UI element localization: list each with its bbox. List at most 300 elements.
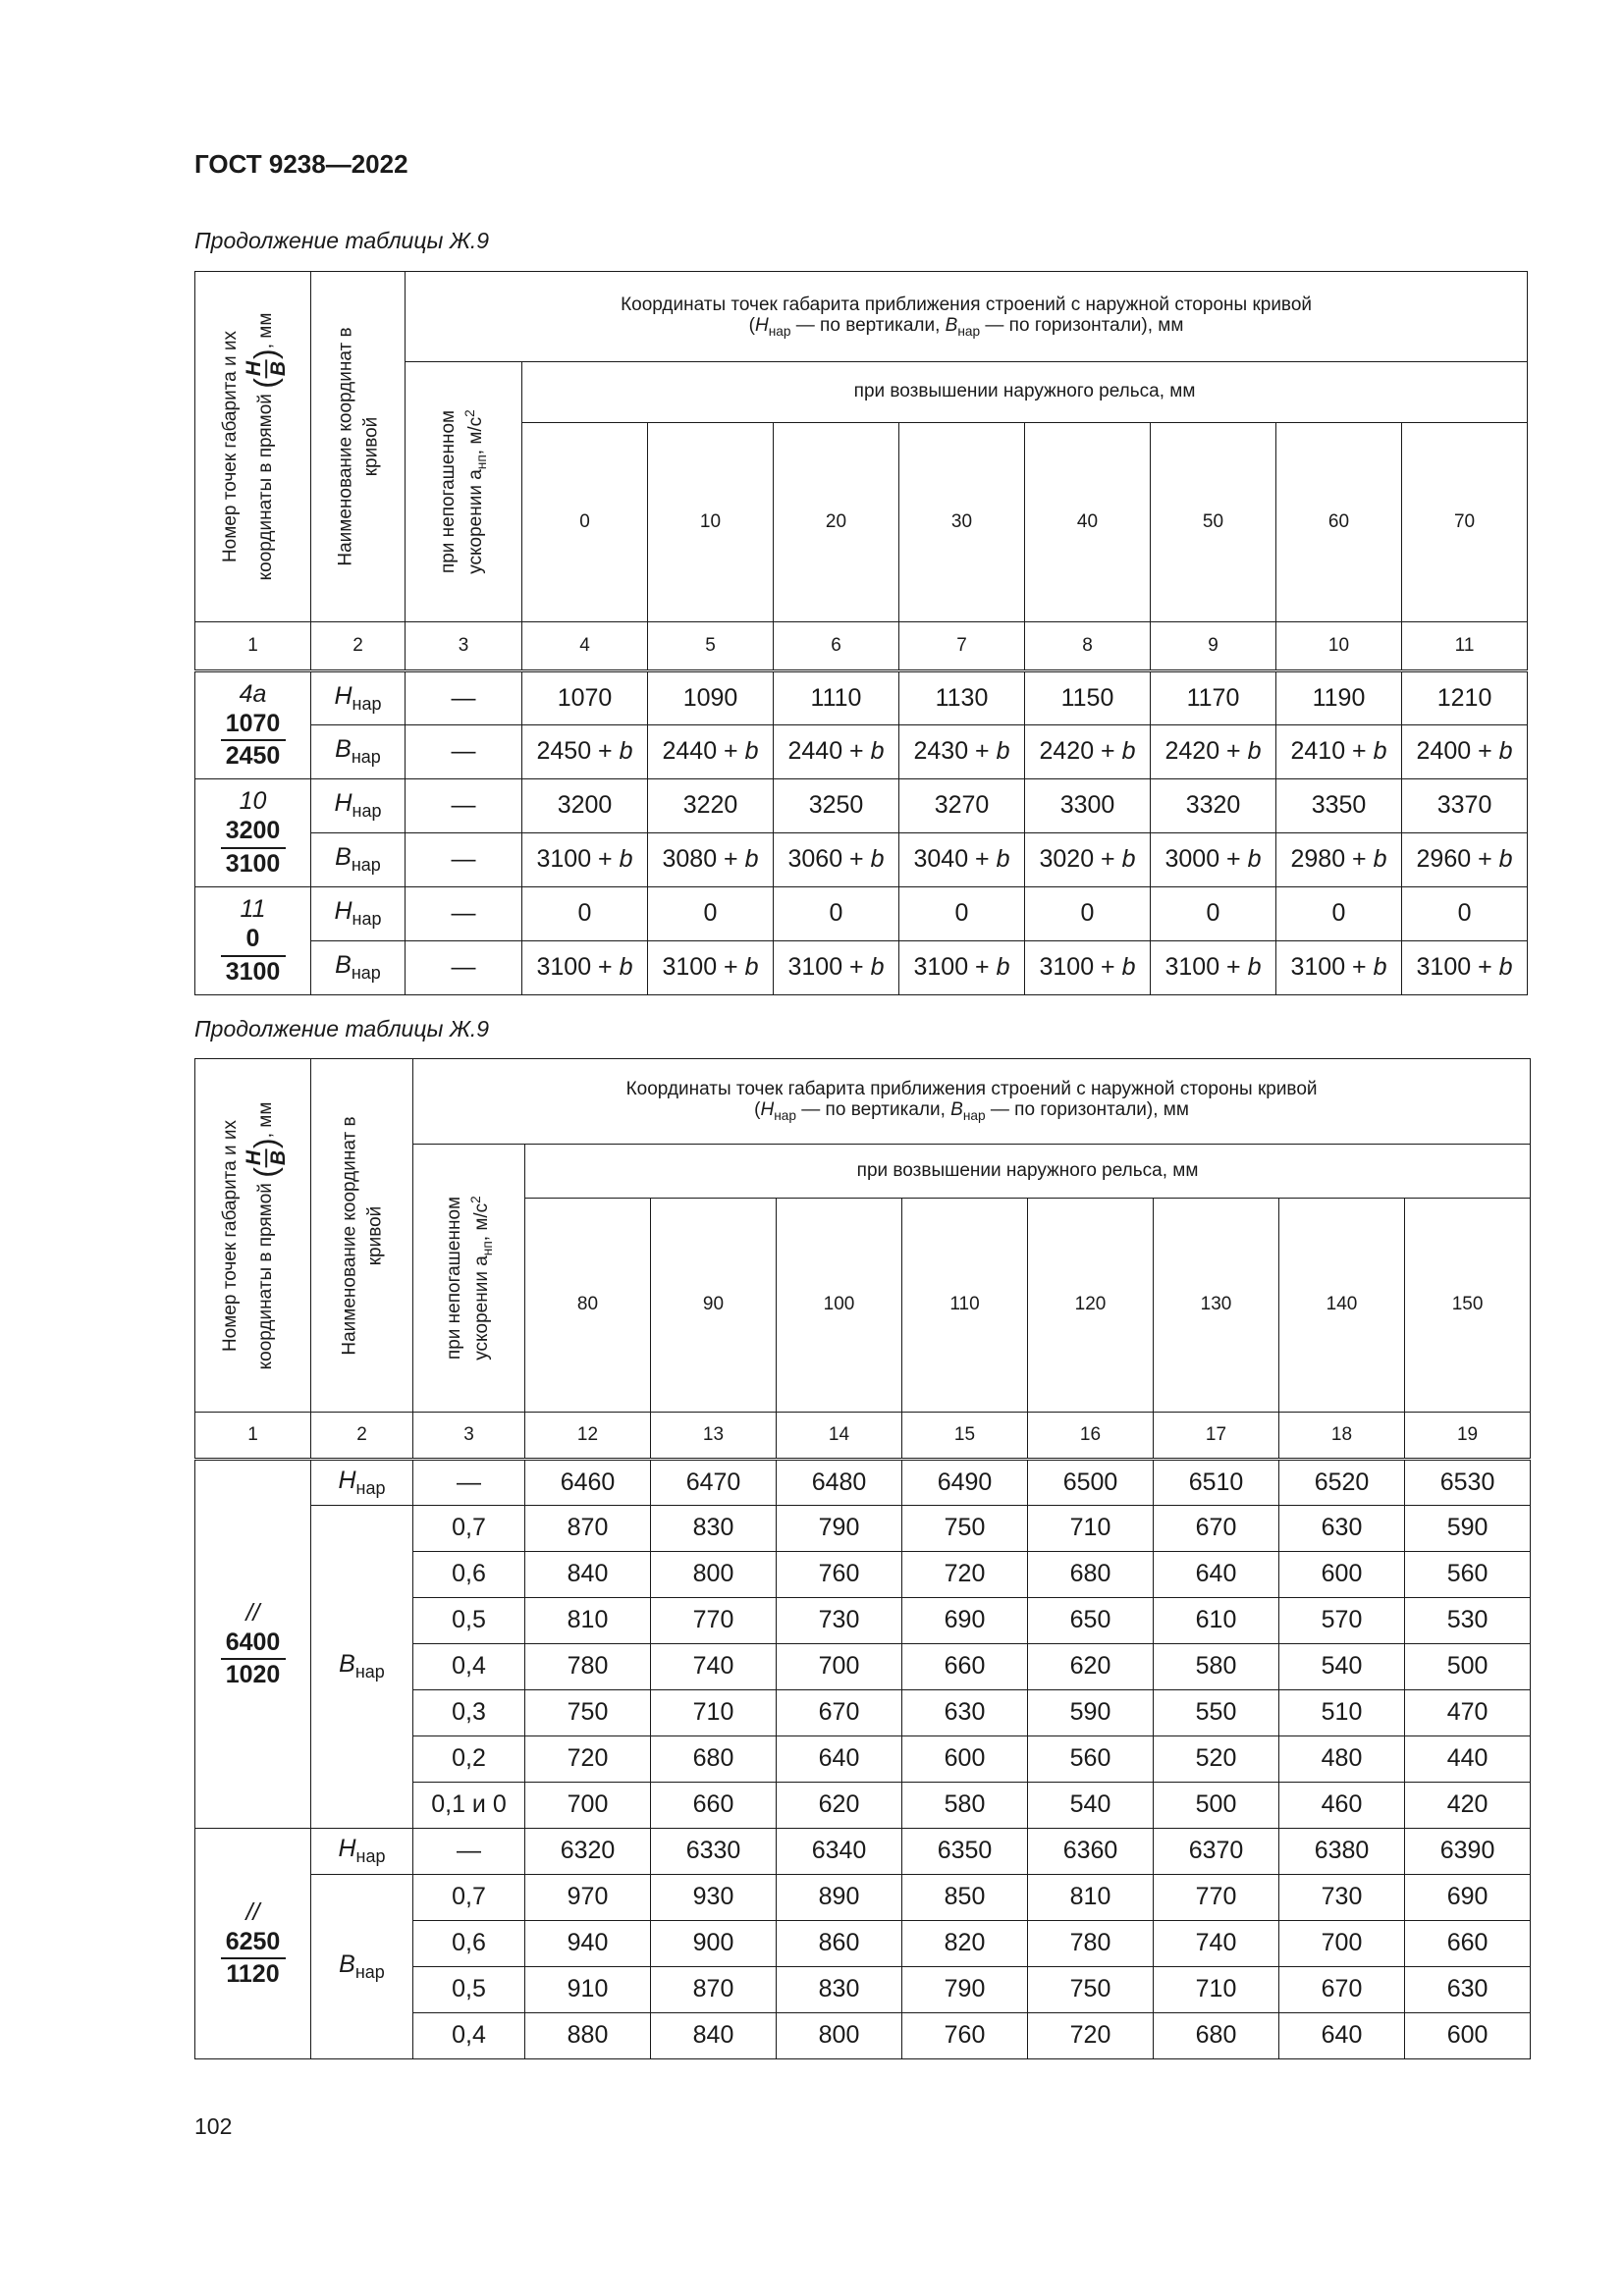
header-unit: , м/с bbox=[470, 1202, 492, 1242]
header-coord-name bbox=[311, 1059, 413, 1413]
value-cell: 820 bbox=[902, 1921, 1028, 1967]
value-cell: 2980 + b bbox=[1276, 833, 1402, 887]
value-cell: 640 bbox=[1154, 1552, 1279, 1598]
elevation-value: 20 bbox=[774, 423, 899, 622]
value-cell: 540 bbox=[1279, 1644, 1405, 1690]
nar-subscript: нар bbox=[962, 1107, 986, 1123]
value-cell: 6360 bbox=[1028, 1829, 1154, 1875]
point-label: // bbox=[245, 1598, 260, 1627]
header-text: — по вертикали, bbox=[790, 314, 946, 336]
point-b-coord: 1120 bbox=[226, 1960, 280, 1988]
value-cell: 680 bbox=[1154, 2013, 1279, 2059]
column-number: 16 bbox=[1028, 1413, 1154, 1460]
acceleration-cell: — bbox=[413, 1829, 525, 1875]
b-variable: b bbox=[1498, 845, 1513, 874]
table-1-caption: Продолжение таблицы Ж.9 bbox=[194, 228, 490, 253]
nar-subscript: нар bbox=[351, 855, 381, 876]
value-cell: 3100 + b bbox=[522, 833, 648, 887]
value-cell: 630 bbox=[1405, 1967, 1531, 2013]
value-cell: 3200 bbox=[522, 779, 648, 833]
value-cell: 810 bbox=[525, 1598, 651, 1644]
nar-subscript: нар bbox=[352, 801, 382, 822]
value-cell: 790 bbox=[902, 1967, 1028, 2013]
point-cell bbox=[195, 1829, 311, 2059]
value-cell: 3100 + b bbox=[1276, 941, 1402, 995]
value-cell: 2430 + b bbox=[899, 725, 1025, 779]
value-cell: 600 bbox=[1279, 1552, 1405, 1598]
acceleration-cell: 0,1 и 0 bbox=[413, 1783, 525, 1829]
nar-subscript: нар bbox=[352, 909, 382, 930]
column-number: 6 bbox=[774, 622, 899, 671]
value-cell: 700 bbox=[1279, 1921, 1405, 1967]
header-elevation: при возвышении наружного рельса, мм bbox=[525, 1145, 1531, 1199]
page-number: 102 bbox=[194, 2113, 233, 2139]
value-cell: 570 bbox=[1279, 1598, 1405, 1644]
header-coord-name bbox=[311, 272, 406, 622]
value-cell: 530 bbox=[1405, 1598, 1531, 1644]
value-cell: 1170 bbox=[1151, 671, 1276, 725]
b-variable: b bbox=[1373, 737, 1387, 766]
value-cell: 660 bbox=[902, 1644, 1028, 1690]
elevation-value: 110 bbox=[902, 1199, 1028, 1413]
value-cell: 720 bbox=[525, 1736, 651, 1783]
coord-name-cell bbox=[311, 1875, 413, 2059]
value-cell: 650 bbox=[1028, 1598, 1154, 1644]
point-label: 11 bbox=[240, 895, 266, 924]
point-cell bbox=[195, 887, 311, 995]
elevation-value: 150 bbox=[1405, 1199, 1531, 1413]
value-cell: 700 bbox=[777, 1644, 902, 1690]
column-number: 2 bbox=[311, 1413, 413, 1460]
value-cell: 0 bbox=[1402, 887, 1528, 941]
value-cell: 6340 bbox=[777, 1829, 902, 1875]
b-variable: b bbox=[1373, 953, 1387, 982]
column-number: 8 bbox=[1025, 622, 1151, 671]
value-cell: 3100 + b bbox=[648, 941, 774, 995]
value-cell: 720 bbox=[902, 1552, 1028, 1598]
header-unit: , м/с bbox=[464, 416, 486, 455]
value-cell: 470 bbox=[1405, 1690, 1531, 1736]
value-cell: 700 bbox=[525, 1783, 651, 1829]
value-cell: 590 bbox=[1405, 1506, 1531, 1552]
table-row bbox=[195, 779, 1528, 833]
value-cell: 3220 bbox=[648, 779, 774, 833]
value-cell: 550 bbox=[1154, 1690, 1279, 1736]
value-cell: 540 bbox=[1028, 1783, 1154, 1829]
b-variable: b bbox=[996, 737, 1010, 766]
header-text: — по вертикали, bbox=[796, 1099, 951, 1121]
value-cell: 6530 bbox=[1405, 1460, 1531, 1506]
column-number: 4 bbox=[522, 622, 648, 671]
header-text: Номер точек габарита и их bbox=[219, 1119, 241, 1352]
header-acceleration bbox=[406, 362, 522, 622]
header-acceleration bbox=[413, 1145, 525, 1413]
table-row bbox=[195, 887, 1528, 941]
acceleration-cell: 0,4 bbox=[413, 2013, 525, 2059]
column-number: 15 bbox=[902, 1413, 1028, 1460]
value-cell: 2960 + b bbox=[1402, 833, 1528, 887]
point-b-coord: 2450 bbox=[225, 742, 281, 770]
document-title: ГОСТ 9238—2022 bbox=[194, 149, 408, 179]
table-2-caption: Продолжение таблицы Ж.9 bbox=[194, 1016, 490, 1041]
coord-symbol: B bbox=[335, 843, 352, 872]
header-text: Координаты точек габарита приближения строений с наружной стороны кривой bbox=[621, 294, 1312, 315]
column-number: 3 bbox=[406, 622, 522, 671]
point-label: // bbox=[245, 1897, 260, 1926]
value-cell: 890 bbox=[777, 1875, 902, 1921]
value-cell: 910 bbox=[525, 1967, 651, 2013]
column-number: 12 bbox=[525, 1413, 651, 1460]
b-variable: b bbox=[619, 953, 633, 982]
nar-subscript: нар bbox=[354, 1961, 385, 1982]
value-cell: 6390 bbox=[1405, 1829, 1531, 1875]
h-symbol: H bbox=[755, 314, 769, 336]
acceleration-cell: — bbox=[406, 941, 522, 995]
value-cell: 440 bbox=[1405, 1736, 1531, 1783]
header-unit: , мм bbox=[254, 1101, 276, 1138]
coord-name-cell bbox=[311, 887, 406, 941]
point-h-coord: 0 bbox=[221, 924, 286, 956]
value-cell: 800 bbox=[777, 2013, 902, 2059]
point-h-coord: 1070 bbox=[221, 709, 286, 741]
table-row bbox=[195, 671, 1528, 725]
nar-subscript: нар bbox=[351, 963, 381, 984]
value-cell: 630 bbox=[902, 1690, 1028, 1736]
value-cell: 3270 bbox=[899, 779, 1025, 833]
value-cell: 3300 bbox=[1025, 779, 1151, 833]
value-cell: 1150 bbox=[1025, 671, 1151, 725]
coord-symbol: H bbox=[338, 1835, 356, 1863]
b-symbol: B bbox=[950, 1099, 963, 1121]
acceleration-cell: — bbox=[406, 833, 522, 887]
table-row bbox=[195, 1875, 1531, 1921]
b-variable: b bbox=[744, 845, 759, 874]
coord-symbol: H bbox=[334, 681, 352, 710]
table-row bbox=[195, 1829, 1531, 1875]
fraction-num: H bbox=[242, 1149, 265, 1165]
np-subscript: нп bbox=[473, 454, 489, 470]
value-cell: 560 bbox=[1028, 1736, 1154, 1783]
value-cell: 6470 bbox=[651, 1460, 777, 1506]
coord-symbol: H bbox=[334, 897, 352, 926]
value-cell: 580 bbox=[1154, 1644, 1279, 1690]
column-number: 2 bbox=[311, 622, 406, 671]
acceleration-cell: — bbox=[406, 671, 522, 725]
coord-symbol: B bbox=[339, 1949, 355, 1978]
acceleration-cell: 0,5 bbox=[413, 1598, 525, 1644]
value-cell: 640 bbox=[777, 1736, 902, 1783]
value-cell: 6480 bbox=[777, 1460, 902, 1506]
column-number: 13 bbox=[651, 1413, 777, 1460]
value-cell: 760 bbox=[777, 1552, 902, 1598]
hb-fraction bbox=[243, 359, 288, 378]
column-number: 18 bbox=[1279, 1413, 1405, 1460]
paren-open: ( bbox=[246, 1166, 283, 1178]
value-cell: 3370 bbox=[1402, 779, 1528, 833]
value-cell: 6460 bbox=[525, 1460, 651, 1506]
value-cell: 740 bbox=[1154, 1921, 1279, 1967]
value-cell: 900 bbox=[651, 1921, 777, 1967]
value-cell: 6350 bbox=[902, 1829, 1028, 1875]
elevation-value: 130 bbox=[1154, 1199, 1279, 1413]
header-text: ускорении a bbox=[464, 469, 486, 574]
b-variable: b bbox=[1247, 845, 1262, 874]
point-cell bbox=[195, 779, 311, 887]
acceleration-cell: 0,6 bbox=[413, 1552, 525, 1598]
header-text: ( bbox=[754, 1099, 761, 1121]
coord-name-cell bbox=[311, 941, 406, 995]
b-variable: b bbox=[1498, 737, 1513, 766]
coord-symbol: B bbox=[335, 735, 352, 764]
value-cell: 0 bbox=[1276, 887, 1402, 941]
column-number: 11 bbox=[1402, 622, 1528, 671]
point-cell bbox=[195, 1460, 311, 1829]
b-variable: b bbox=[1121, 737, 1136, 766]
b-variable: b bbox=[870, 845, 885, 874]
value-cell: 750 bbox=[902, 1506, 1028, 1552]
value-cell: 710 bbox=[1154, 1967, 1279, 2013]
elevation-value: 10 bbox=[648, 423, 774, 622]
value-cell: 790 bbox=[777, 1506, 902, 1552]
value-cell: 870 bbox=[651, 1967, 777, 2013]
acceleration-cell: 0,3 bbox=[413, 1690, 525, 1736]
header-point-number bbox=[195, 272, 311, 622]
column-number: 5 bbox=[648, 622, 774, 671]
value-cell: 0 bbox=[1151, 887, 1276, 941]
coord-symbol: H bbox=[338, 1466, 356, 1494]
value-cell: 610 bbox=[1154, 1598, 1279, 1644]
elevation-value: 100 bbox=[777, 1199, 902, 1413]
table-row bbox=[195, 941, 1528, 995]
value-cell: 880 bbox=[525, 2013, 651, 2059]
value-cell: 520 bbox=[1154, 1736, 1279, 1783]
value-cell: 3100 + b bbox=[899, 941, 1025, 995]
column-number: 7 bbox=[899, 622, 1025, 671]
acceleration-cell: — bbox=[406, 779, 522, 833]
point-label: 10 bbox=[239, 787, 267, 816]
nar-subscript: нар bbox=[351, 747, 381, 768]
value-cell: 6500 bbox=[1028, 1460, 1154, 1506]
paren-close: ) bbox=[246, 348, 283, 359]
value-cell: 6330 bbox=[651, 1829, 777, 1875]
b-variable: b bbox=[1373, 845, 1387, 874]
point-h-coord: 6400 bbox=[221, 1628, 286, 1660]
coord-name-cell bbox=[311, 725, 406, 779]
b-variable: b bbox=[996, 845, 1010, 874]
b-symbol: B bbox=[945, 314, 958, 336]
b-variable: b bbox=[619, 737, 633, 766]
value-cell: 940 bbox=[525, 1921, 651, 1967]
column-number: 19 bbox=[1405, 1413, 1531, 1460]
elevation-value: 120 bbox=[1028, 1199, 1154, 1413]
coord-symbol: H bbox=[334, 789, 352, 818]
value-cell: 710 bbox=[1028, 1506, 1154, 1552]
np-subscript: нп bbox=[479, 1241, 495, 1256]
value-cell: 3320 bbox=[1151, 779, 1276, 833]
table-row bbox=[195, 1506, 1531, 1552]
b-variable: b bbox=[996, 953, 1010, 982]
elevation-value: 40 bbox=[1025, 423, 1151, 622]
b-variable: b bbox=[1121, 953, 1136, 982]
value-cell: 780 bbox=[525, 1644, 651, 1690]
b-variable: b bbox=[1498, 953, 1513, 982]
value-cell: 1070 bbox=[522, 671, 648, 725]
value-cell: 660 bbox=[1405, 1921, 1531, 1967]
coord-name-cell bbox=[311, 1829, 413, 1875]
value-cell: 510 bbox=[1279, 1690, 1405, 1736]
header-text: — по горизонтали), мм bbox=[980, 314, 1184, 336]
value-cell: 850 bbox=[902, 1875, 1028, 1921]
column-number: 1 bbox=[195, 1413, 311, 1460]
value-cell: 590 bbox=[1028, 1690, 1154, 1736]
value-cell: 3080 + b bbox=[648, 833, 774, 887]
value-cell: 3100 + b bbox=[774, 941, 899, 995]
value-cell: 2440 + b bbox=[774, 725, 899, 779]
value-cell: 670 bbox=[1279, 1967, 1405, 2013]
value-cell: 870 bbox=[525, 1506, 651, 1552]
value-cell: 1210 bbox=[1402, 671, 1528, 725]
point-b-coord: 1020 bbox=[225, 1661, 281, 1688]
acceleration-cell: 0,2 bbox=[413, 1736, 525, 1783]
value-cell: 500 bbox=[1154, 1783, 1279, 1829]
value-cell: 830 bbox=[777, 1967, 902, 2013]
header-text: Координаты точек габарита приближения строений с наружной стороны кривой bbox=[625, 1079, 1318, 1100]
value-cell: 670 bbox=[1154, 1506, 1279, 1552]
value-cell: 600 bbox=[1405, 2013, 1531, 2059]
column-number: 17 bbox=[1154, 1413, 1279, 1460]
acceleration-cell: 0,7 bbox=[413, 1506, 525, 1552]
value-cell: 3350 bbox=[1276, 779, 1402, 833]
value-cell: 2420 + b bbox=[1025, 725, 1151, 779]
value-cell: 640 bbox=[1279, 2013, 1405, 2059]
table-row bbox=[195, 725, 1528, 779]
value-cell: 770 bbox=[651, 1598, 777, 1644]
elevation-value: 70 bbox=[1402, 423, 1528, 622]
value-cell: 690 bbox=[1405, 1875, 1531, 1921]
fraction-den: B bbox=[266, 360, 290, 377]
value-cell: 3100 + b bbox=[1025, 941, 1151, 995]
paren-close: ) bbox=[246, 1137, 283, 1148]
elevation-value: 30 bbox=[899, 423, 1025, 622]
value-cell: 830 bbox=[651, 1506, 777, 1552]
value-cell: 970 bbox=[525, 1875, 651, 1921]
table-row bbox=[195, 1460, 1531, 1506]
value-cell: 670 bbox=[777, 1690, 902, 1736]
value-cell: 770 bbox=[1154, 1875, 1279, 1921]
column-number: 1 bbox=[195, 622, 311, 671]
acceleration-cell: — bbox=[406, 887, 522, 941]
b-variable: b bbox=[870, 953, 885, 982]
table-row bbox=[195, 833, 1528, 887]
value-cell: 6510 bbox=[1154, 1460, 1279, 1506]
elevation-value: 140 bbox=[1279, 1199, 1405, 1413]
coord-symbol: B bbox=[335, 951, 352, 980]
value-cell: 840 bbox=[525, 1552, 651, 1598]
acceleration-cell: 0,7 bbox=[413, 1875, 525, 1921]
coord-name-cell bbox=[311, 779, 406, 833]
value-cell: 0 bbox=[648, 887, 774, 941]
nar-subscript: нар bbox=[352, 693, 382, 714]
header-text: при непогашенном bbox=[443, 1196, 464, 1361]
unit-superscript: 2 bbox=[467, 1196, 483, 1203]
value-cell: 1130 bbox=[899, 671, 1025, 725]
column-number: 10 bbox=[1276, 622, 1402, 671]
value-cell: 480 bbox=[1279, 1736, 1405, 1783]
header-text: — по горизонтали), мм bbox=[985, 1099, 1189, 1121]
value-cell: 6370 bbox=[1154, 1829, 1279, 1875]
coord-name-cell bbox=[311, 1506, 413, 1829]
nar-subscript: нар bbox=[354, 1662, 385, 1682]
header-text: Номер точек габарита и их bbox=[219, 330, 241, 563]
value-cell: 840 bbox=[651, 2013, 777, 2059]
column-number: 3 bbox=[413, 1413, 525, 1460]
value-cell: 3020 + b bbox=[1025, 833, 1151, 887]
nar-subscript: нар bbox=[768, 323, 791, 339]
value-cell: 630 bbox=[1279, 1506, 1405, 1552]
value-cell: 750 bbox=[525, 1690, 651, 1736]
column-number: 14 bbox=[777, 1413, 902, 1460]
coord-symbol: B bbox=[339, 1650, 355, 1679]
elevation-value: 50 bbox=[1151, 423, 1276, 622]
acceleration-cell: 0,6 bbox=[413, 1921, 525, 1967]
value-cell: 2440 + b bbox=[648, 725, 774, 779]
point-cell bbox=[195, 671, 311, 779]
b-variable: b bbox=[744, 953, 759, 982]
value-cell: 460 bbox=[1279, 1783, 1405, 1829]
value-cell: 930 bbox=[651, 1875, 777, 1921]
gauge-table-2 bbox=[194, 1058, 1531, 2059]
value-cell: 1190 bbox=[1276, 671, 1402, 725]
header-main bbox=[406, 272, 1528, 362]
elevation-value: 80 bbox=[525, 1199, 651, 1413]
value-cell: 6520 bbox=[1279, 1460, 1405, 1506]
b-variable: b bbox=[619, 845, 633, 874]
value-cell: 620 bbox=[777, 1783, 902, 1829]
value-cell: 580 bbox=[902, 1783, 1028, 1829]
value-cell: 720 bbox=[1028, 2013, 1154, 2059]
header-text: Наименование координат в bbox=[334, 327, 355, 566]
header-text: координаты в прямой bbox=[254, 394, 276, 581]
value-cell: 3100 + b bbox=[522, 941, 648, 995]
value-cell: 760 bbox=[902, 2013, 1028, 2059]
value-cell: 2400 + b bbox=[1402, 725, 1528, 779]
nar-subscript: нар bbox=[355, 1846, 386, 1867]
value-cell: 3100 + b bbox=[1151, 941, 1276, 995]
point-label: 4а bbox=[239, 679, 267, 708]
header-text: координаты в прямой bbox=[254, 1182, 276, 1369]
value-cell: 3000 + b bbox=[1151, 833, 1276, 887]
point-b-coord: 3100 bbox=[225, 849, 281, 878]
fraction-num: H bbox=[242, 360, 265, 377]
value-cell: 500 bbox=[1405, 1644, 1531, 1690]
header-text: кривой bbox=[359, 416, 381, 477]
b-variable: b bbox=[1121, 845, 1136, 874]
value-cell: 860 bbox=[777, 1921, 902, 1967]
value-cell: 780 bbox=[1028, 1921, 1154, 1967]
nar-subscript: нар bbox=[774, 1107, 796, 1123]
value-cell: 810 bbox=[1028, 1875, 1154, 1921]
fraction-den: B bbox=[266, 1149, 290, 1165]
acceleration-cell: — bbox=[413, 1460, 525, 1506]
header-unit: , мм bbox=[254, 312, 276, 349]
value-cell: 6380 bbox=[1279, 1829, 1405, 1875]
value-cell: 0 bbox=[522, 887, 648, 941]
value-cell: 3040 + b bbox=[899, 833, 1025, 887]
hb-fraction bbox=[243, 1148, 288, 1166]
value-cell: 3060 + b bbox=[774, 833, 899, 887]
value-cell: 800 bbox=[651, 1552, 777, 1598]
value-cell: 730 bbox=[1279, 1875, 1405, 1921]
